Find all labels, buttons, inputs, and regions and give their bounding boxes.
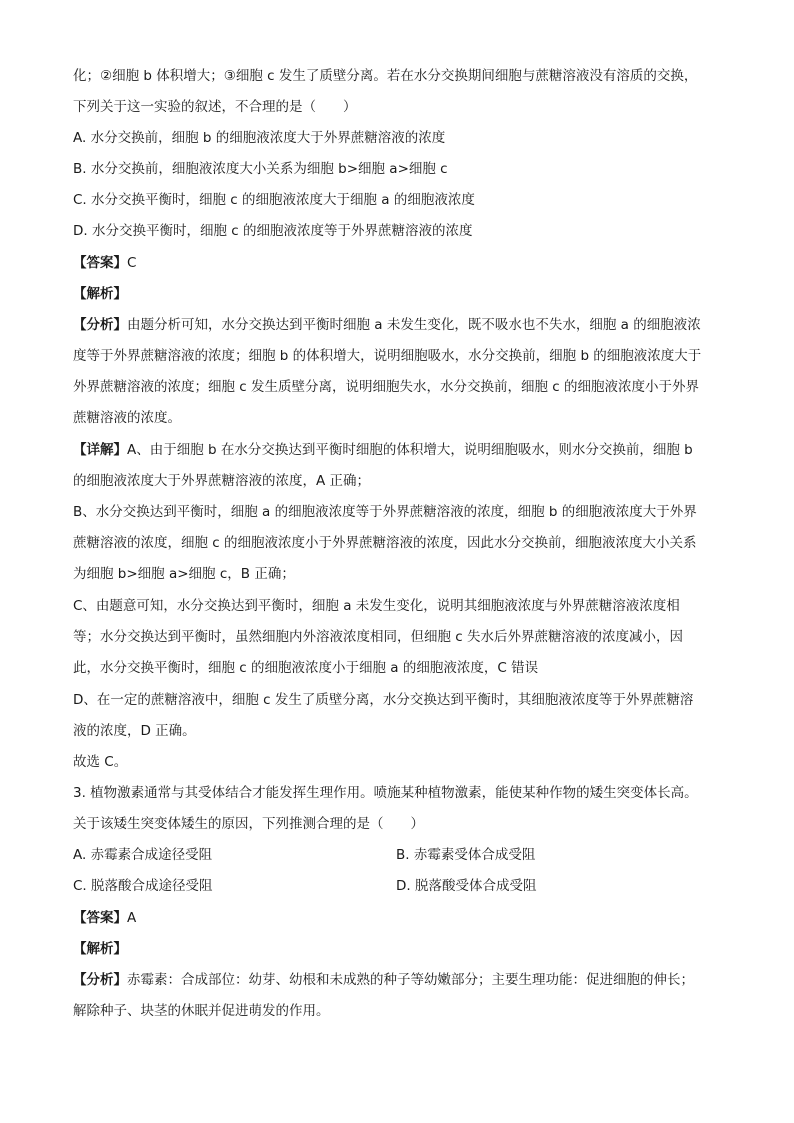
jiexi-tag: 【解析】 (73, 286, 127, 302)
q2-xiangjie-line-8: 此，水分交换平衡时，细胞 c 的细胞液浓度小于细胞 a 的细胞液浓度，C 错误 (73, 660, 539, 676)
q3-fenxi-line-1 (73, 970, 694, 991)
q3-fenxi-line-2: 解除种子、块茎的休眠并促进萌发的作用。 (73, 1003, 330, 1019)
q2-fenxi-line-4: 蔗糖溶液的浓度。 (73, 410, 181, 426)
q3-jiexi-heading (73, 939, 127, 960)
q2-stem-line-1: 化；②细胞 b 体积增大；③细胞 c 发生了质壁分离。若在水分交换期间细胞与蔗糖溶液没有溶质的交换， (73, 68, 698, 84)
q2-option-a: A. 水分交换前，细胞 b 的细胞液浓度大于外界蔗糖溶液的浓度 (73, 130, 446, 146)
q2-xiangjie-line-1 (73, 440, 693, 461)
fenxi-tag: 【分析】 (73, 317, 127, 333)
fenxi-text: 赤霉素：合成部位：幼芽、幼根和未成熟的种子等幼嫩部分；主要生理功能：促进细胞的伸长； (127, 972, 694, 988)
q2-jiexi-heading (73, 284, 127, 305)
q2-xiangjie-line-7: 等；水分交换达到平衡时，虽然细胞内外溶液浓度相同，但细胞 c 失水后外界蔗糖溶液的浓度减小，因 (73, 629, 684, 645)
q2-xiangjie-line-4: 蔗糖溶液的浓度，细胞 c 的细胞液浓度小于外界蔗糖溶液的浓度，因此水分交换前，细胞液浓度大小关系 (73, 535, 697, 551)
q2-conclusion: 故选 C。 (73, 754, 128, 770)
answer-value: A (127, 910, 137, 926)
q2-stem-line-2: 下列关于这一实验的叙述，不合理的是（ ） (73, 99, 357, 115)
jiexi-tag: 【解析】 (73, 941, 127, 957)
xiangjie-text: A、由于细胞 b 在水分交换达到平衡时细胞的体积增大，说明细胞吸水，则水分交换前，细胞 b (127, 442, 693, 458)
answer-tag: 【答案】 (73, 255, 127, 271)
answer-tag: 【答案】 (73, 910, 127, 926)
q2-fenxi-line-1 (73, 315, 701, 336)
fenxi-text: 由题分析可知，水分交换达到平衡时细胞 a 未发生变化，既不吸水也不失水，细胞 a 的细胞液浓 (127, 317, 701, 333)
q2-fenxi-line-3: 外界蔗糖溶液的浓度；细胞 c 发生质壁分离，说明细胞失水，水分交换前，细胞 c 的细胞液浓度小于外界 (73, 379, 700, 395)
q2-option-c: C. 水分交换平衡时，细胞 c 的细胞液浓度大于细胞 a 的细胞液浓度 (73, 192, 475, 208)
q2-xiangjie-line-3: B、水分交换达到平衡时，细胞 a 的细胞液浓度等于外界蔗糖溶液的浓度，细胞 b 的细胞液浓度大于外界 (73, 504, 697, 520)
fenxi-tag: 【分析】 (73, 972, 127, 988)
q2-xiangjie-line-2: 的细胞液浓度大于外界蔗糖溶液的浓度，A 正确； (73, 473, 371, 489)
answer-value: C (127, 255, 137, 271)
q3-stem-line-1: 3. 植物激素通常与其受体结合才能发挥生理作用。喷施某种植物激素，能使某种作物的矮生突变体长高。 (73, 785, 698, 801)
q2-option-b: B. 水分交换前，细胞液浓度大小关系为细胞 b>细胞 a>细胞 c (73, 161, 448, 177)
q2-answer (73, 253, 136, 274)
q2-xiangjie-line-9: D、在一定的蔗糖溶液中，细胞 c 发生了质壁分离，水分交换达到平衡时，其细胞液浓度等于外界蔗糖溶 (73, 692, 694, 708)
q2-xiangjie-line-10: 液的浓度，D 正确。 (73, 723, 196, 739)
q3-option-d: D. 脱落酸受体合成受阻 (396, 878, 537, 894)
q2-xiangjie-line-5: 为细胞 b>细胞 a>细胞 c，B 正确； (73, 566, 295, 582)
q3-answer (73, 908, 136, 929)
q2-option-d: D. 水分交换平衡时，细胞 c 的细胞液浓度等于外界蔗糖溶液的浓度 (73, 223, 473, 239)
q3-stem-line-2: 关于该矮生突变体矮生的原因，下列推测合理的是（ ） (73, 816, 424, 832)
q2-fenxi-line-2: 度等于外界蔗糖溶液的浓度；细胞 b 的体积增大，说明细胞吸水，水分交换前，细胞 b 的细胞液浓度大于 (73, 348, 702, 364)
q3-option-c: C. 脱落酸合成途径受阻 (73, 878, 213, 894)
q3-option-a: A. 赤霉素合成途径受阻 (73, 847, 213, 863)
xiangjie-tag: 【详解】 (73, 442, 127, 458)
q2-xiangjie-line-6: C、由题意可知，水分交换达到平衡时，细胞 a 未发生变化，说明其细胞液浓度与外界蔗糖溶液浓度相 (73, 598, 680, 614)
q3-option-b: B. 赤霉素受体合成受阻 (396, 847, 536, 863)
